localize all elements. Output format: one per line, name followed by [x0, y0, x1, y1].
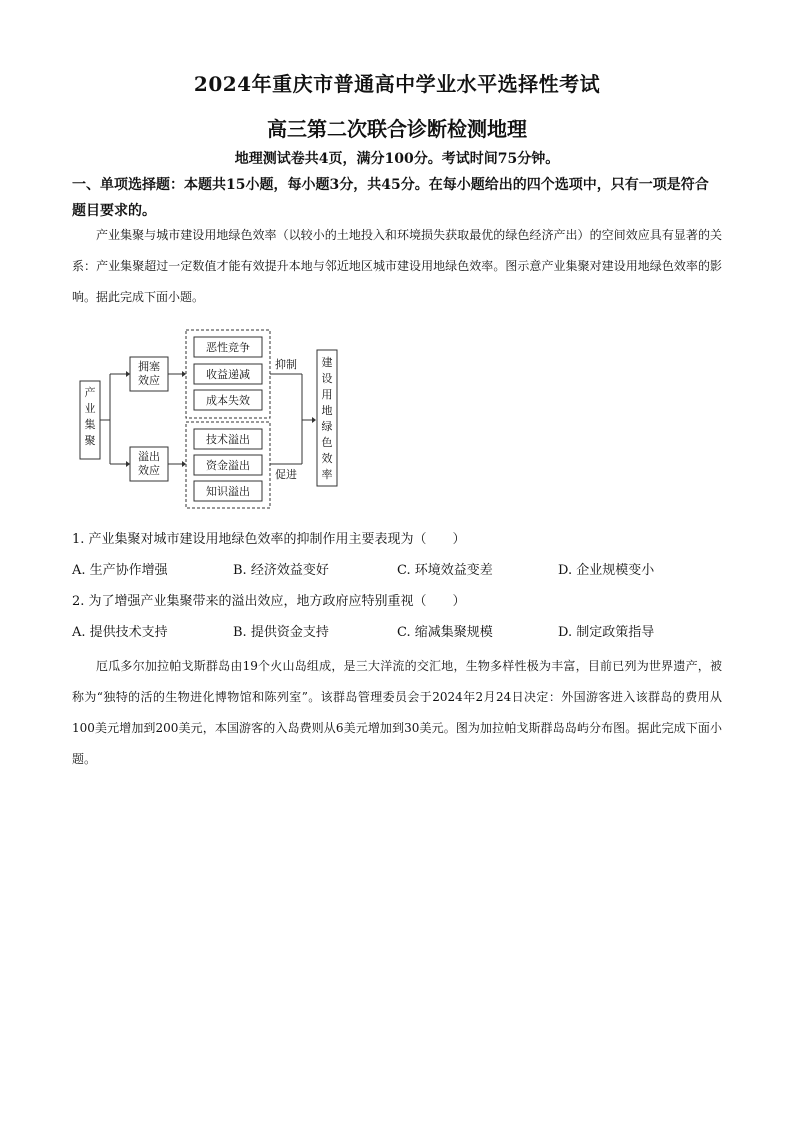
question-2-option-c[interactable]: C. 缩减集聚规模 [397, 625, 493, 640]
crowding-item-1: 恶性竞争 [206, 341, 250, 354]
source-label-2: 业 [84, 402, 96, 415]
question-2-option-d[interactable]: D. 制定政策指导 [558, 625, 655, 640]
arrowhead [126, 371, 130, 377]
spillover-label-1: 溢出 [138, 450, 160, 463]
svg-text:地: 地 [321, 404, 333, 417]
spillover-item-3: 知识溢出 [206, 485, 250, 498]
crowding-item-2: 收益递减 [206, 368, 250, 381]
arrowhead [126, 461, 130, 467]
target-box [317, 350, 337, 486]
spillover-label-2: 效应 [138, 464, 160, 477]
question-1-option-b[interactable]: B. 经济效益变好 [233, 563, 329, 578]
spillover-item-2: 资金溢出 [206, 459, 250, 472]
source-label-4: 聚 [84, 434, 96, 447]
question-2-option-a[interactable]: A. 提供技术支持 [72, 625, 168, 640]
svg-text:率: 率 [321, 468, 333, 481]
svg-text:效: 效 [321, 452, 333, 465]
spillover-item-1: 技术溢出 [206, 433, 250, 446]
inhibit-label: 抑制 [275, 358, 297, 371]
source-label-1: 产 [84, 386, 96, 399]
exam-info: 地理测试卷共4页，满分100分。考试时间75分钟。 [234, 151, 560, 167]
crowding-label-2: 效应 [138, 374, 160, 387]
section-heading: 一、单项选择题：本题共15小题，每小题3分，共45分。在每小题给出的四个选项中，只有一项是符合题目要求的。 [72, 177, 709, 219]
svg-text:设: 设 [321, 372, 333, 385]
question-1-option-d[interactable]: D. 企业规模变小 [558, 563, 655, 578]
question-2-stem: 2. 为了增强产业集聚带来的溢出效应，地方政府应特别重视（ ） [72, 594, 466, 609]
source-label-3: 集 [84, 418, 96, 431]
svg-text:色: 色 [321, 436, 333, 449]
question-1-option-a[interactable]: A. 生产协作增强 [72, 563, 168, 578]
crowding-label-1: 拥塞 [138, 360, 160, 373]
question-1-option-c[interactable]: C. 环境效益变差 [397, 563, 493, 578]
exam-title: 2024年重庆市普通高中学业水平选择性考试 [193, 72, 601, 96]
crowding-item-3: 成本失效 [206, 394, 250, 407]
svg-text:用: 用 [321, 388, 333, 401]
question-1-stem: 1. 产业集聚对城市建设用地绿色效率的抑制作用主要表现为（ ） [72, 532, 466, 547]
promote-label: 促进 [275, 468, 297, 481]
agglomeration-diagram [72, 322, 362, 512]
passage-industry-agglomeration: 产业集聚与城市建设用地绿色效率（以较小的土地投入和环境损失获取最优的绿色经济产出）的空间效应具有显著的关系：产业集聚超过一定数值才能有效提升本地与邻近地区城市建设用地绿色效率。图示意产业集聚对建设用地绿色效率的影响。据此完成下面小题。 [72, 228, 722, 304]
arrowhead [182, 371, 186, 377]
question-2-option-b[interactable]: B. 提供资金支持 [233, 625, 329, 640]
arrowhead [312, 417, 316, 423]
passage-galapagos: 厄瓜多尔加拉帕戈斯群岛由19个火山岛组成，是三大洋流的交汇地，生物多样性极为丰富，目前已列为世界遗产，被称为“独特的活的生物进化博物馆和陈列室”。该群岛管理委员会于2024年2月24日决定：外国游客进入该群岛的费用从100美元增加到200美元，本国游客的入岛费则从6美元增加到30美元。图为加拉帕戈斯群岛岛屿分布图。据此完成下面小题。 [72, 659, 722, 766]
svg-text:绿: 绿 [321, 420, 333, 433]
arrowhead [182, 461, 186, 467]
svg-text:建: 建 [321, 356, 333, 369]
exam-subtitle: 高三第二次联合诊断检测地理 [267, 117, 527, 141]
